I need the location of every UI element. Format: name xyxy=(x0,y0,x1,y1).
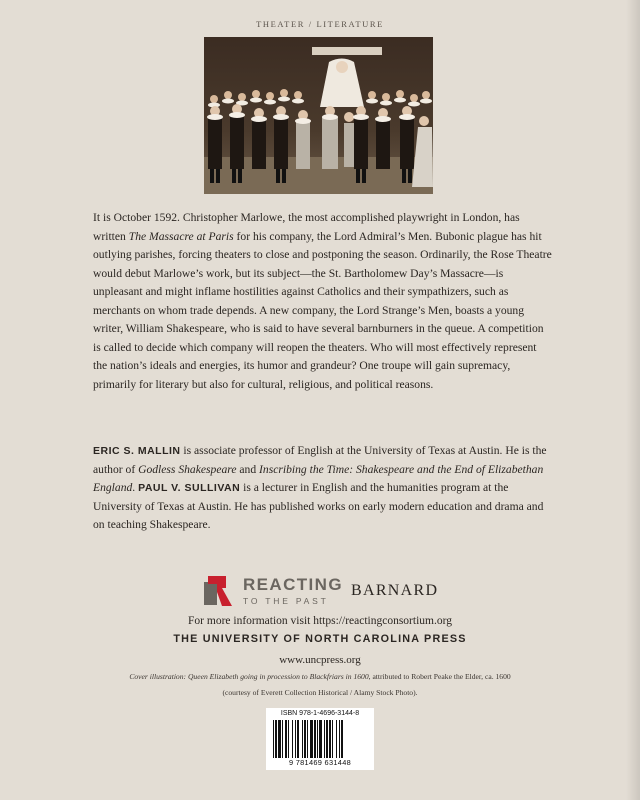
barcode-bars-icon xyxy=(272,720,368,758)
reacting-logo-line2: TO THE PAST xyxy=(243,596,329,606)
publisher-url: www.uncpress.org xyxy=(279,654,361,666)
cover-credit-label: Cover illustration: xyxy=(129,672,188,681)
reacting-logo-line1: REACTING xyxy=(243,575,343,594)
publisher-logos xyxy=(200,574,460,610)
bio-text-1: is associate professor of English at the University of Texas at Austin. He is the author of xyxy=(93,444,547,476)
cover-painting xyxy=(204,37,433,194)
blurb-text-2: for his company, the Lord Admiral’s Men. Bubonic plague has hit outlying parishes, forcing theaters to close and postponing the season. Ordinarily, the Rose Theatre would debut Marlowe’s work, but its subject—the St. Bartholomew Day’s Massacre—is unpleasant and might inflame hostilities against Catholics and their sympathizers, such as merchants on whom trade depends. A new company, the Lord Strange’s Men, boasts a young writer, William Shakespeare, who is said to have several barnburners in the queue. A competition is called to decide which company will reopen the theaters. Who will most effectively represent the nation’s ideals and energies, its humor and grandeur? One troupe will gain supremacy, primarily for literary but also for cultural, religious, and political reasons. xyxy=(93,229,552,391)
bio-text-4: is a lecturer in English and the humanities program at the University of Texas at Austin. He has published works on early modern education and drama and on teaching Shakespeare. xyxy=(93,481,544,532)
bio-text-3: . xyxy=(132,481,139,495)
cover-credit-line2: (courtesy of Everett Collection Historical / Alamy Stock Photo). xyxy=(222,688,418,697)
isbn-label: ISBN 978-1-4696-3144-8 xyxy=(280,710,360,717)
blurb-text-1: It is October 1592. Christopher Marlowe, the most accomplished playwright in London, has written xyxy=(93,211,520,243)
reacting-logo-icon xyxy=(200,574,233,607)
isbn-barcode xyxy=(266,708,374,770)
cover-credit-rest: , attributed to Robert Peake the Elder, ca. 1600 xyxy=(368,672,511,681)
isbn-digits: 9 781469 631448 xyxy=(288,758,352,767)
author-name-mallin: ERIC S. MALLIN xyxy=(93,445,181,457)
book-description xyxy=(93,209,553,394)
publisher-name: THE UNIVERSITY OF NORTH CAROLINA PRESS xyxy=(173,633,467,645)
barnard-logo: BARNARD xyxy=(351,582,439,599)
more-info-text: For more information visit https://reactingconsortium.org xyxy=(188,615,452,627)
author-bios xyxy=(93,442,553,535)
book-title-inscribing: Inscribing the Time: Shakespeare and the End of Elizabethan England xyxy=(93,462,544,495)
category-label: THEATER / LITERATURE xyxy=(256,19,384,29)
author-name-sullivan: PAUL V. SULLIVAN xyxy=(138,482,241,495)
bio-text-2: and xyxy=(236,462,260,476)
cover-credit-line1 xyxy=(0,670,640,684)
cover-credit-title: Queen Elizabeth going in procession to Blackfriars in 1600 xyxy=(187,672,369,681)
blurb-play-title: The Massacre at Paris xyxy=(128,229,234,243)
book-title-godless: Godless Shakespeare xyxy=(138,462,237,476)
